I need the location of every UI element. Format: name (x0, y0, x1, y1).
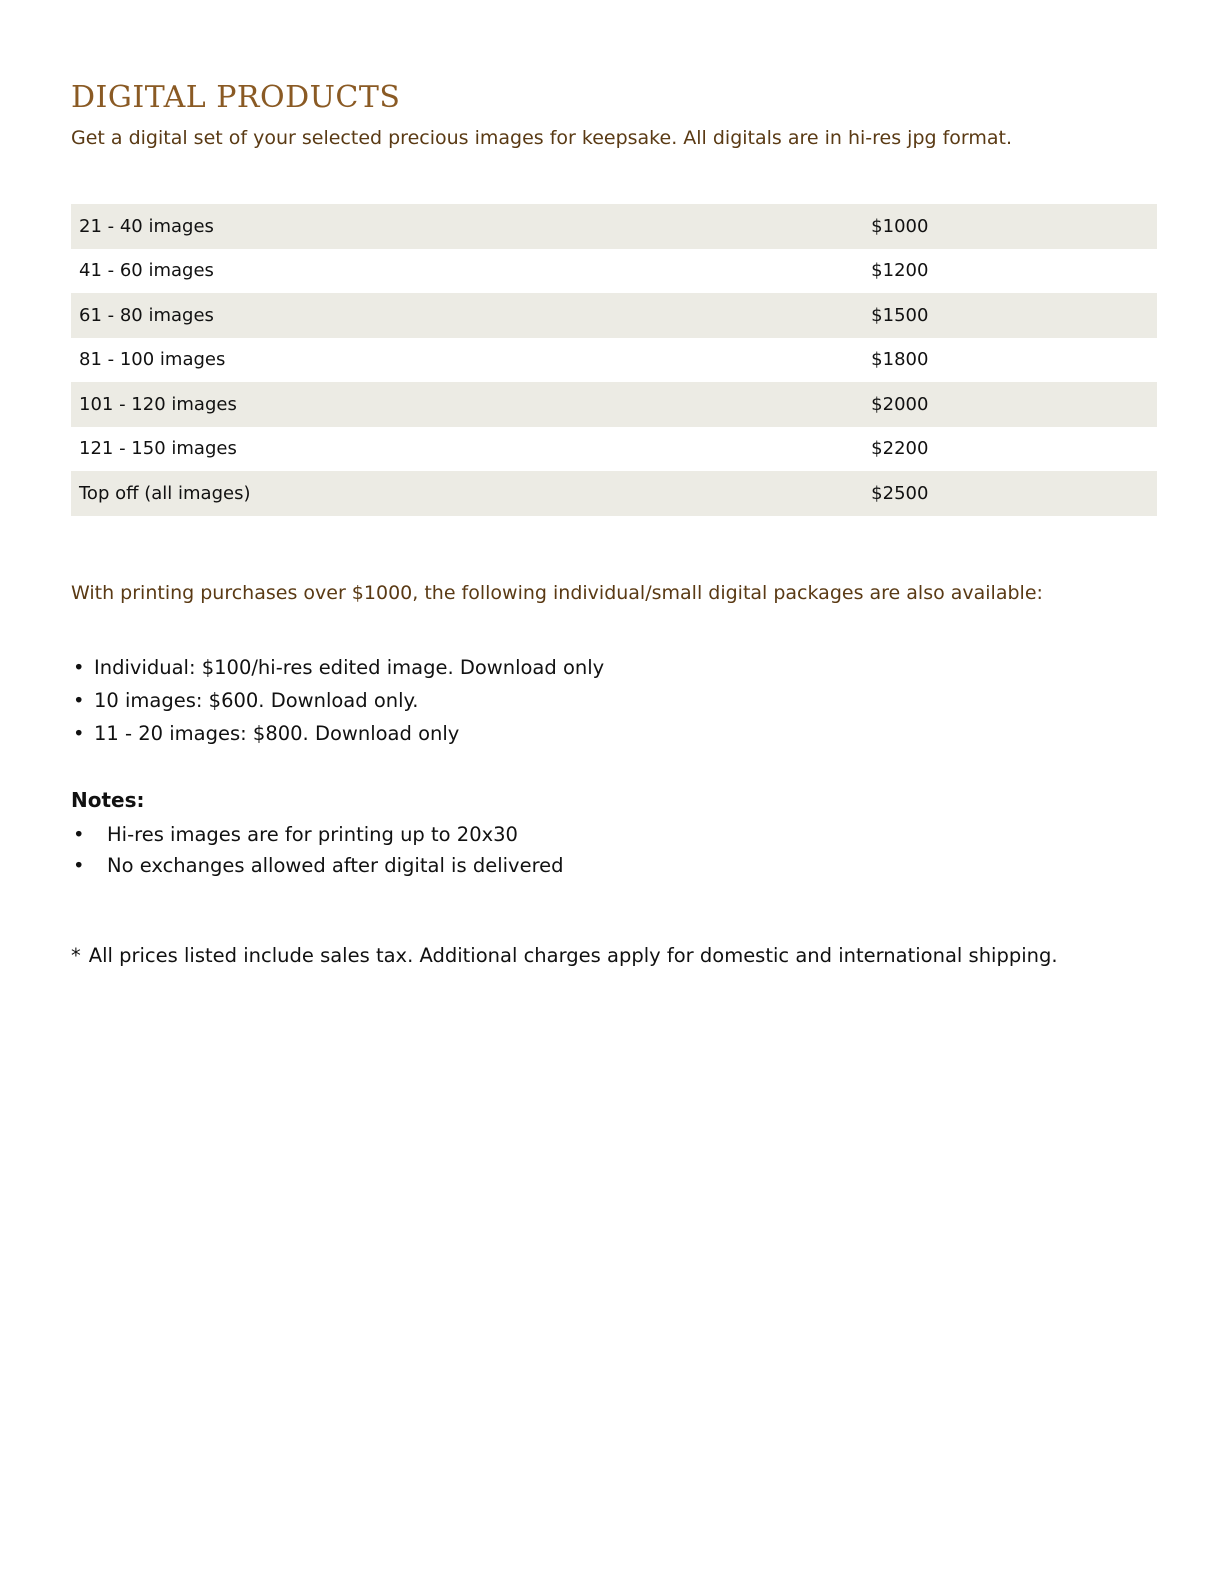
page-subtitle: Get a digital set of your selected precious images for keepsake. All digitals are in hi-res jpg format. (71, 127, 1013, 149)
list-item (71, 819, 564, 850)
notes-list (71, 819, 564, 881)
footnote-marker: * (71, 944, 81, 967)
page-title: DIGITAL PRODUCTS (71, 80, 401, 115)
bullet-icon: • (73, 689, 85, 712)
package-item-text: 11 - 20 images: $800. Download only (94, 722, 460, 745)
digital-price-table (71, 204, 1157, 516)
bullet-icon: • (73, 854, 85, 877)
footnote-text: All prices listed include sales tax. Additional charges apply for domestic and international shipping. (88, 944, 1058, 967)
list-item (71, 651, 604, 684)
list-item (71, 684, 604, 717)
bullet-icon: • (73, 823, 85, 846)
package-price-cell: $1500 (863, 293, 1157, 338)
tax-footnote (71, 944, 1058, 967)
package-size-cell: 101 - 120 images (71, 382, 863, 427)
small-packages-list (71, 651, 604, 750)
package-size-cell: 61 - 80 images (71, 293, 863, 338)
table-row (71, 338, 1157, 383)
package-price-cell: $2200 (871, 438, 929, 460)
notes-heading: Notes: (71, 788, 145, 812)
package-size-cell: 41 - 60 images (79, 260, 214, 282)
small-packages-intro: With printing purchases over $1000, the following individual/small digital packages are also available: (71, 582, 1043, 604)
table-row (71, 382, 1157, 427)
package-size-cell: 121 - 150 images (79, 438, 237, 460)
package-price-cell: $1000 (863, 204, 1157, 249)
package-item-text: Individual: $100/hi-res edited image. Download only (94, 656, 605, 679)
package-size-cell: 21 - 40 images (71, 204, 863, 249)
package-size-cell: Top off (all images) (71, 471, 863, 516)
package-size-cell: 81 - 100 images (79, 349, 226, 371)
list-item (71, 717, 604, 750)
package-price-cell: $1800 (871, 349, 929, 371)
bullet-icon: • (73, 722, 85, 745)
list-item (71, 850, 564, 881)
package-item-text: 10 images: $600. Download only. (94, 689, 419, 712)
note-text: Hi-res images are for printing up to 20x30 (107, 823, 518, 846)
package-price-cell: $2000 (863, 382, 1157, 427)
table-row (71, 293, 1157, 338)
table-row (71, 204, 1157, 249)
table-row (71, 249, 1157, 294)
table-row (71, 427, 1157, 472)
bullet-icon: • (73, 656, 85, 679)
package-price-cell: $1200 (871, 260, 929, 282)
note-text: No exchanges allowed after digital is delivered (107, 854, 564, 877)
table-row (71, 471, 1157, 516)
package-price-cell: $2500 (863, 471, 1157, 516)
